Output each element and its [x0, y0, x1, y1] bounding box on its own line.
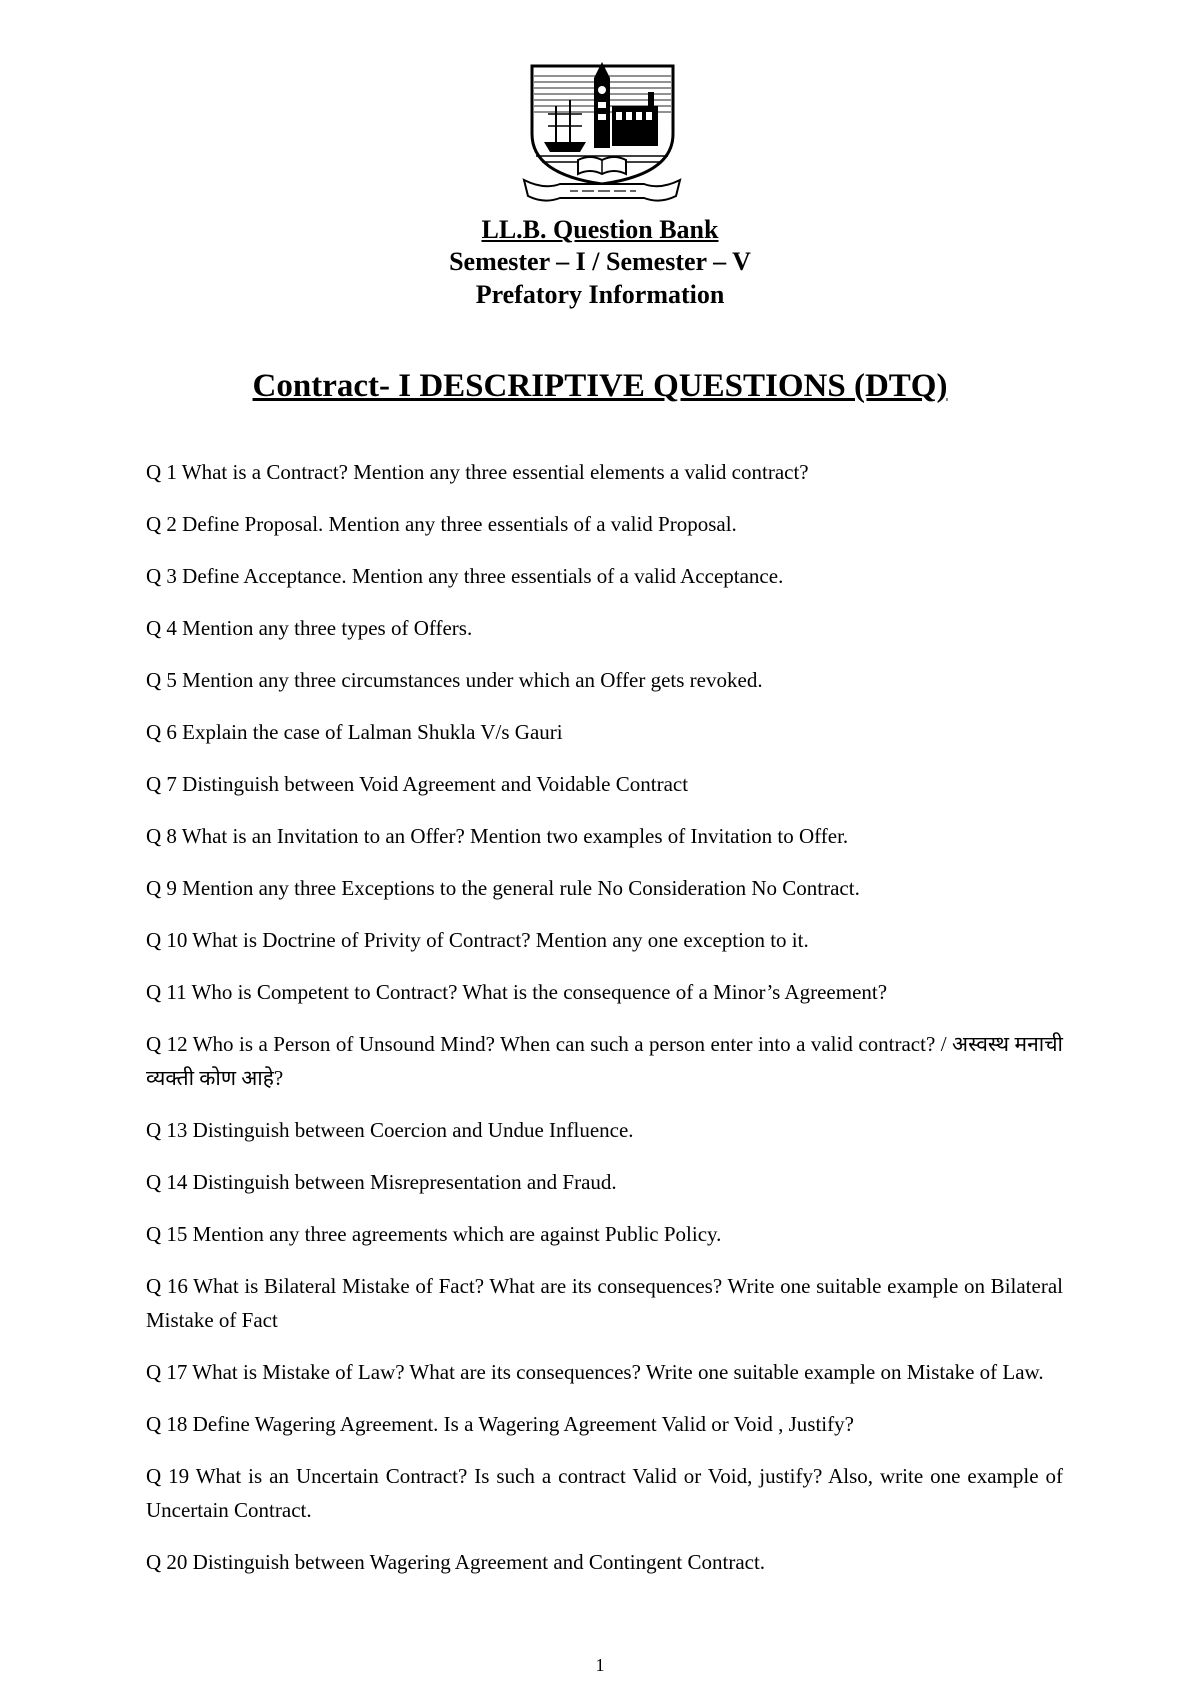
- semester-heading: Semester – I / Semester – V: [449, 247, 751, 276]
- question-item: Q 20 Distinguish between Wagering Agreement and Contingent Contract.: [146, 1550, 766, 1574]
- question-item: Q 17 What is Mistake of Law? What are its consequences? Write one suitable example on Mistake of Law.: [146, 1360, 1044, 1384]
- question-item: Q 11 Who is Competent to Contract? What is the consequence of a Minor’s Agreement?: [146, 980, 888, 1004]
- question-item: Q 14 Distinguish between Misrepresentation and Fraud.: [146, 1170, 617, 1194]
- question-item: Q 16 What is Bilateral Mistake of Fact? What are its consequences? Write one suitable example on Bilateral Mistake of Fact: [146, 1274, 1063, 1332]
- question-item: Q 3 Define Acceptance. Mention any three essentials of a valid Acceptance.: [146, 564, 784, 588]
- section-title: Contract- I DESCRIPTIVE QUESTIONS (DTQ): [252, 368, 948, 404]
- question-item: Q 15 Mention any three agreements which are against Public Policy.: [146, 1222, 722, 1246]
- question-item: Q 4 Mention any three types of Offers.: [146, 616, 473, 640]
- document-heading: LL.B. Question Bank: [481, 215, 719, 244]
- question-item: Q 18 Define Wagering Agreement. Is a Wagering Agreement Valid or Void , Justify?: [146, 1412, 854, 1436]
- question-item: Q 7 Distinguish between Void Agreement and Voidable Contract: [146, 772, 689, 796]
- university-crest-icon: [520, 56, 685, 206]
- question-item: Q 6 Explain the case of Lalman Shukla V/s Gauri: [146, 720, 563, 744]
- question-item: Q 9 Mention any three Exceptions to the general rule No Consideration No Contract.: [146, 876, 860, 900]
- prefatory-heading: Prefatory Information: [475, 280, 725, 309]
- question-item: Q 5 Mention any three circumstances under which an Offer gets revoked.: [146, 668, 763, 692]
- university-crest-logo: [520, 56, 685, 206]
- page-number: 1: [595, 1655, 605, 1675]
- question-item: Q 13 Distinguish between Coercion and Undue Influence.: [146, 1118, 634, 1142]
- question-item: Q 2 Define Proposal. Mention any three essentials of a valid Proposal.: [146, 512, 737, 536]
- question-item: Q 10 What is Doctrine of Privity of Contract? Mention any one exception to it.: [146, 928, 809, 952]
- question-item: Q 8 What is an Invitation to an Offer? Mention two examples of Invitation to Offer.: [146, 824, 849, 848]
- question-list: [146, 455, 1063, 1597]
- question-item: Q 1 What is a Contract? Mention any three essential elements a valid contract?: [146, 460, 809, 484]
- question-item: Q 12 Who is a Person of Unsound Mind? When can such a person enter into a valid contract? / अस्वस्थ मनाची व्यक्ती कोण आहे?: [146, 1032, 1063, 1090]
- question-item: Q 19 What is an Uncertain Contract? Is such a contract Valid or Void, justify? Also, write one example of Uncertain Contract.: [146, 1464, 1063, 1522]
